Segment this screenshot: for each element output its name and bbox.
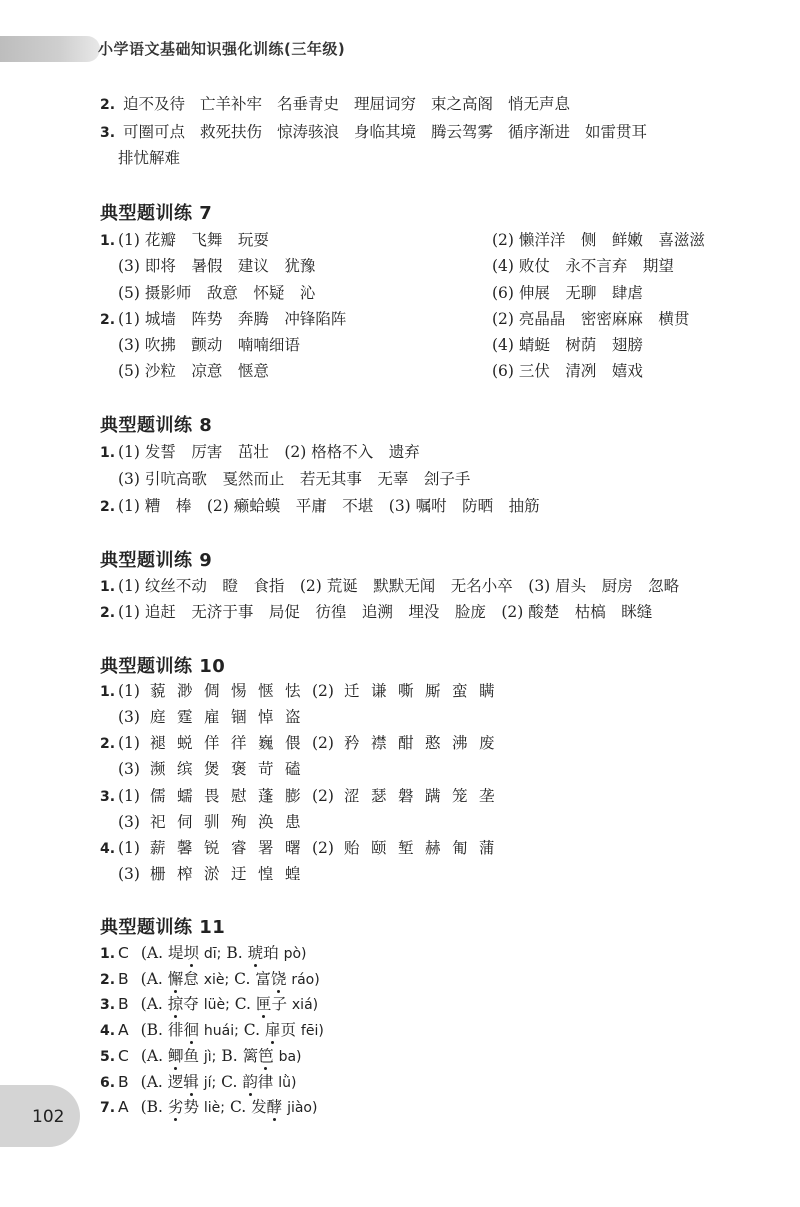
s8-q2-row1 (100, 495, 730, 517)
s11-answer-line (100, 992, 318, 1014)
answer-word: 身临其境 (353, 123, 416, 141)
answer-word: 名垂青史 (276, 95, 339, 113)
char: 慰 (231, 787, 247, 805)
answer-word: 如雷贯耳 (585, 123, 648, 141)
pinyin: xiá) (291, 997, 319, 1014)
char: 煲 (204, 760, 220, 778)
pinyin: jiào) (287, 1100, 318, 1117)
item-number: 2. (100, 605, 116, 621)
answer-word: 循序渐进 (508, 123, 571, 141)
choice-letter: B (118, 995, 129, 1014)
char: 濒 (150, 760, 166, 778)
char: 渺 (177, 682, 193, 700)
section-title-8: 典型题训练 8 (100, 415, 213, 436)
s10-q2-row1 (100, 732, 730, 754)
answer-text: (1) 追赶 无济于事 局促 彷徨 追溯 埋没 脸庞 (2) 酸楚 枯槁 眯缝 (118, 603, 653, 621)
s11-answer-line (100, 941, 307, 963)
answer-text: (3) 即将 暑假 建议 犹豫 (118, 257, 316, 275)
header-decoration (0, 36, 100, 62)
char: 嘶 (398, 682, 414, 700)
answer-line-3 (100, 121, 730, 143)
char: 盗 (285, 708, 301, 726)
char: 苛 (258, 760, 274, 778)
char: 磐 (398, 787, 414, 805)
s11-answer-line (100, 1018, 324, 1040)
word-char: 势 (183, 1098, 199, 1117)
word-char: 琥 (248, 941, 264, 963)
char: 怯 (285, 682, 301, 700)
char: 蠕 (177, 787, 193, 805)
word-char: 子 (271, 995, 287, 1014)
answer-text: (5) 摄影师 敌意 怀疑 沁 (118, 284, 316, 302)
item-number: 2. (100, 97, 116, 113)
word-char: 发 (251, 1098, 267, 1117)
char: 迁 (344, 682, 360, 700)
choice-letter: B (118, 1072, 129, 1091)
answer-text: (6) 伸展 无聊 肆虐 (492, 284, 643, 302)
char: 褪 (150, 734, 166, 752)
char: 馨 (177, 839, 193, 857)
item-number: 2. (100, 312, 116, 328)
item-number: 6. (100, 1074, 116, 1091)
answer-line-2 (100, 93, 730, 115)
option-label: C. (229, 1098, 247, 1117)
answer-line-3-cont (100, 147, 730, 169)
char: 偎 (285, 734, 301, 752)
part-label: (3) (118, 865, 140, 883)
answer-word: 可圈可点 (122, 123, 185, 141)
option-label: B. (226, 944, 243, 962)
char: 栅 (150, 865, 166, 883)
char: 涣 (258, 813, 274, 831)
choice-letter: A (118, 1098, 129, 1117)
word-char: 逻 (167, 1072, 184, 1091)
part-label: (3) (118, 760, 140, 778)
item-number: 1. (100, 445, 116, 461)
char: 磕 (285, 760, 301, 778)
char: 匍 (452, 839, 468, 857)
word-char: 匣 (256, 992, 272, 1014)
char: 薪 (150, 839, 166, 857)
s7-q2-row1 (100, 308, 730, 330)
answer-text: (3) 引吭高歌 戛然而止 若无其事 无辜 刽子手 (118, 470, 471, 488)
s11-answer-line (100, 1044, 302, 1066)
option-label: C. (234, 969, 251, 988)
part-label: (2) (312, 734, 334, 752)
s11-answer-line (100, 1095, 317, 1117)
answer-text: (1) 纹丝不动 瞪 食指 (2) 荒诞 默默无闻 无名小卒 (3) 眉头 厨房 忽略 (118, 577, 680, 595)
item-number: 4. (100, 841, 116, 857)
word-char: 夺 (183, 995, 199, 1014)
char: 瞒 (479, 682, 495, 700)
pinyin: lüè; (203, 997, 230, 1014)
s7-q2-row3 (100, 360, 730, 382)
char: 涩 (344, 787, 360, 805)
answer-text: (2) 懒洋洋 侧 鲜嫩 喜滋滋 (492, 231, 705, 249)
pinyin: fēi) (300, 1023, 324, 1040)
char: 瑟 (371, 787, 387, 805)
char: 锐 (204, 839, 220, 857)
pinyin: jì; (203, 1048, 217, 1065)
item-number: 7. (100, 1100, 116, 1117)
part-label: (3) (118, 813, 140, 831)
option-label: C. (221, 1072, 238, 1091)
s10-q4-row1 (100, 837, 730, 859)
item-number: 4. (100, 1023, 116, 1040)
char: 驯 (204, 813, 220, 831)
answer-word: 理屈词穷 (353, 95, 416, 113)
s10-q4-row2 (100, 863, 730, 885)
option-label: C. (234, 995, 251, 1014)
answer-word: 亡羊补牢 (199, 95, 262, 113)
section-title-7: 典型题训练 7 (100, 203, 213, 224)
char: 堑 (398, 839, 414, 857)
char: 废 (479, 734, 495, 752)
char: 殉 (231, 813, 247, 831)
pinyin: liè; (203, 1100, 225, 1117)
part-label: (1) (118, 734, 140, 752)
char: 徉 (231, 734, 247, 752)
char: 署 (258, 839, 274, 857)
char: 佯 (204, 734, 220, 752)
choice-letter: C (118, 1046, 129, 1065)
answer-word: 迫不及待 (122, 95, 185, 113)
char: 惶 (258, 865, 274, 883)
item-number: 1. (100, 946, 116, 962)
answer-word: 悄无声息 (508, 95, 571, 113)
word-char: 页 (280, 1021, 296, 1040)
item-number: 2. (100, 971, 116, 988)
item-number: 2. (100, 736, 116, 752)
char: 蛮 (452, 682, 468, 700)
item-number: 1. (100, 233, 116, 249)
char: 惕 (231, 682, 247, 700)
s7-q1-row2 (100, 255, 730, 277)
word-char: 韵 (242, 1070, 258, 1092)
char: 祀 (150, 813, 166, 831)
char: 迂 (231, 865, 247, 883)
option-label: B. (221, 1046, 238, 1065)
answer-text: (1) 花瓣 飞舞 玩耍 (118, 231, 269, 249)
word-char: 怠 (183, 969, 199, 988)
s9-q1-row1 (100, 575, 730, 597)
word-char: 笆 (258, 1044, 274, 1066)
word-char: 徘 (167, 1021, 184, 1040)
char: 淤 (204, 865, 220, 883)
answer-text: (4) 败仗 永不言弃 期望 (492, 257, 674, 275)
item-number: 3. (100, 789, 116, 805)
word-char: 坝 (183, 941, 199, 963)
answer-text: (6) 三伏 清冽 嬉戏 (492, 362, 643, 380)
answer-text: (5) 沙粒 凉意 惬意 (118, 362, 269, 380)
char: 褒 (231, 760, 247, 778)
char: 藐 (150, 682, 166, 700)
char: 膨 (285, 787, 301, 805)
s8-q1-row2 (100, 468, 730, 490)
part-label: (2) (312, 787, 334, 805)
s10-q1-row1 (100, 680, 730, 702)
char: 锢 (231, 708, 247, 726)
pinyin: jí; (203, 1074, 217, 1091)
char: 缤 (177, 760, 193, 778)
word-char: 掠 (168, 992, 184, 1014)
char: 畏 (204, 787, 220, 805)
page-number: 102 (32, 1107, 65, 1127)
item-number: 5. (100, 1048, 116, 1065)
option-label: (A. (140, 944, 163, 962)
char: 庭 (150, 708, 166, 726)
word-char: 扉 (265, 1018, 281, 1040)
char: 贻 (344, 839, 360, 857)
word-char: 鱼 (183, 1046, 199, 1065)
char: 儒 (150, 787, 166, 805)
word-char: 富 (255, 969, 271, 988)
word-char: 劣 (168, 1095, 184, 1117)
part-label: (2) (312, 682, 334, 700)
word-char: 酵 (267, 1095, 283, 1117)
option-label: (A. (140, 1072, 163, 1091)
item-number: 2. (100, 499, 116, 515)
word-char: 篱 (242, 1046, 259, 1065)
answer-word: 救死扶伤 (199, 123, 262, 141)
pinyin: dī; (203, 946, 222, 962)
word-char: 徊 (183, 1018, 199, 1040)
part-label: (1) (118, 839, 140, 857)
s7-q1-row3 (100, 282, 730, 304)
page-header-title: 小学语文基础知识强化训练(三年级) (98, 40, 346, 58)
answer-word: 束之高阁 (431, 95, 494, 113)
part-label: (1) (118, 682, 140, 700)
char: 笼 (452, 787, 468, 805)
char: 蒲 (479, 839, 495, 857)
pinyin: ba) (278, 1048, 302, 1065)
word-char: 饶 (271, 967, 287, 989)
item-number: 3. (100, 997, 116, 1014)
char: 伺 (177, 813, 193, 831)
char: 曙 (285, 839, 301, 857)
pinyin: lǜ) (278, 1074, 297, 1091)
char: 矜 (344, 734, 360, 752)
option-label: (A. (140, 1046, 163, 1065)
section-title-11: 典型题训练 11 (100, 917, 226, 938)
char: 厮 (425, 682, 441, 700)
option-label: (A. (140, 995, 163, 1014)
pinyin: ráo) (291, 971, 320, 988)
char: 榨 (177, 865, 193, 883)
char: 睿 (231, 839, 247, 857)
s7-q1-row1 (100, 229, 730, 251)
char: 悼 (258, 708, 274, 726)
answer-word: 腾云驾雾 (431, 123, 494, 141)
char: 巍 (258, 734, 274, 752)
answer-text: (2) 亮晶晶 密密麻麻 横贯 (492, 310, 690, 328)
part-label: (3) (118, 708, 140, 726)
pinyin: pò) (283, 946, 307, 962)
char: 蝗 (285, 865, 301, 883)
answer-text: (1) 城墙 阵势 奔腾 冲锋陷阵 (118, 310, 347, 328)
char: 雇 (204, 708, 220, 726)
section-title-9: 典型题训练 9 (100, 550, 213, 571)
char: 患 (285, 813, 301, 831)
word-char: 鲫 (168, 1044, 184, 1066)
s10-q2-row2 (100, 758, 730, 780)
choice-letter: B (118, 969, 129, 988)
option-label: (A. (140, 969, 163, 988)
part-label: (1) (118, 787, 140, 805)
char: 垄 (479, 787, 495, 805)
char: 倜 (204, 682, 220, 700)
char: 蹒 (425, 787, 441, 805)
s11-answer-line (100, 1070, 297, 1092)
part-label: (2) (312, 839, 334, 857)
char: 蜕 (177, 734, 193, 752)
item-number: 3. (100, 125, 116, 141)
s10-q3-row1 (100, 785, 730, 807)
answer-text: (1) 糟 棒 (2) 癞蛤蟆 平庸 不堪 (3) 嘱咐 防晒 抽筋 (118, 497, 540, 515)
char: 憨 (425, 734, 441, 752)
word-char: 懈 (168, 967, 184, 989)
word-char: 辑 (183, 1070, 199, 1092)
item-number: 1. (100, 684, 116, 700)
option-label: C. (243, 1021, 260, 1040)
char: 赫 (425, 839, 441, 857)
s7-q2-row2 (100, 334, 730, 356)
char: 谦 (371, 682, 387, 700)
char: 惬 (258, 682, 274, 700)
char: 襟 (371, 734, 387, 752)
pinyin: xiè; (203, 971, 230, 988)
s9-q2-row1 (100, 601, 730, 623)
char: 颐 (371, 839, 387, 857)
option-label: (B. (140, 1098, 163, 1117)
choice-letter: C (118, 944, 129, 962)
char: 酣 (398, 734, 414, 752)
answer-word: 排忧解难 (118, 149, 181, 167)
pinyin: huái; (203, 1023, 239, 1040)
answer-text: (3) 吹拂 颤动 喃喃细语 (118, 336, 300, 354)
choice-letter: A (118, 1021, 129, 1040)
word-char: 珀 (263, 944, 279, 962)
s10-q1-row2 (100, 706, 730, 728)
s10-q3-row2 (100, 811, 730, 833)
word-char: 律 (257, 1072, 274, 1091)
char: 沸 (452, 734, 468, 752)
word-char: 堤 (167, 944, 184, 962)
answer-word: 惊涛骇浪 (276, 123, 339, 141)
s8-q1-row1 (100, 441, 730, 463)
char: 蓬 (258, 787, 274, 805)
s11-answer-line (100, 967, 320, 989)
option-label: (B. (140, 1021, 163, 1040)
char: 霆 (177, 708, 193, 726)
section-title-10: 典型题训练 10 (100, 656, 226, 677)
answer-text: (1) 发誓 厉害 茁壮 (2) 格格不入 遗弃 (118, 443, 420, 461)
answer-text: (4) 蜻蜓 树荫 翅膀 (492, 336, 643, 354)
item-number: 1. (100, 579, 116, 595)
